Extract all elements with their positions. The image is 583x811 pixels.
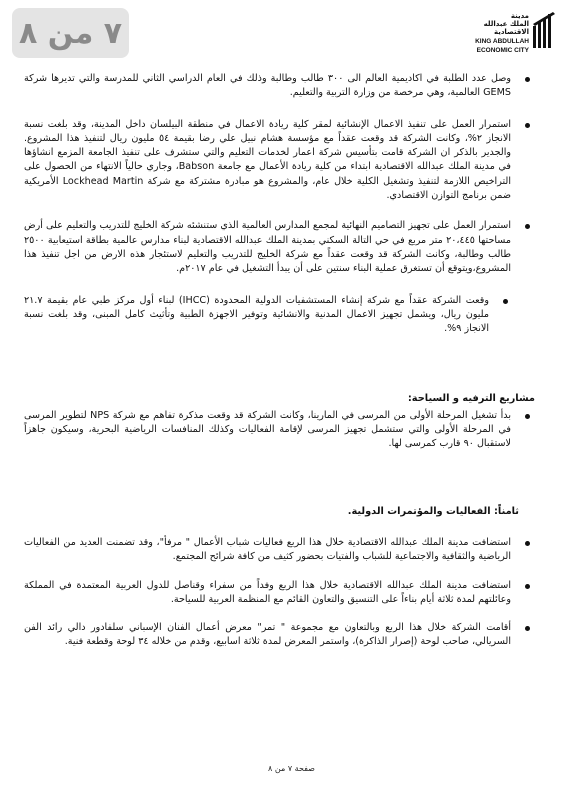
page-badge-text: ٧ من ٨ (18, 15, 123, 51)
kaec-logo-icon (533, 12, 555, 48)
page-number-badge (12, 8, 129, 58)
list-item: استضافت مدينة الملك عبدالله الاقتصادية خلال هذا الربع فعاليات شباب الأعمال " مرفأ"، وقد تضمنت العديد من الفعاليات الرياضية والثقافية والاجتماعية للشباب والفتيات بحضور كثيف من كافة شرائح المجتمع. (24, 536, 535, 565)
list-item: وصل عدد الطلبة في اكاديمية العالم الى ٣٠٠ طالب وطالبة وذلك في العام الدراسي الثاني للمدرسة والتي تديرها شركة GEMS العالمية، وهي مرخصة من وزارة التربية والتعليم. (24, 72, 535, 101)
list-item: أقامت الشركة خلال هذا الربع وبالتعاون مع مجموعة " تمر" معرض أعمال الفنان الإسباني سلفادور دالي رائد الفن السريالي، صاحب لوحة (إصرار الذاكرة)، واستمر المعرض لمدة ثلاثة اسابيع، وقدم من خلاله ٣٤ لوحة وقطعة فنية. (24, 621, 535, 650)
report-body (24, 70, 535, 650)
logo-en-line-1: KING ABDULLAH (475, 38, 529, 45)
list-item: استضافت مدينة الملك عبدالله الاقتصادية خلال هذا الربع وفداً من سفراء وقناصل للدول العربية المعتمدة في المملكة وعائلتهم لمدة ثلاثة أيام بناءاً على التنسيق والتعاون القائم مع المنظمة العربية للسياحة. (24, 579, 535, 608)
list-item: بدأ تشغيل المرحلة الأولى من المرسى في المارينا، وكانت الشركة قد وقعت مذكرة تفاهم مع شركة NPS لتطوير المرسى في المرحلة الأولى والتي ستشمل تجهيز المرسى لإقامة الفعاليات وكذلك المنافسات الرياضية البحرية، وسيكون جاهزاً لاستقبال ٩٠ قارب كمرسى لها. (24, 409, 535, 452)
section-heading-events: ثامناً: الفعاليات والمؤتمرات الدولية. (347, 505, 519, 517)
company-logo (445, 12, 555, 54)
logo-ar-line-1: مدينة (510, 12, 529, 20)
logo-ar-line-2: الملك عبدالله (483, 20, 529, 28)
page-footer: صفحة ٧ من ٨ (268, 764, 315, 773)
logo-wordmark (475, 12, 529, 54)
section-heading-tourism: مشاريع الترفيه و السياحة: (407, 393, 535, 405)
logo-ar-line-3: الاقتصادية (493, 28, 529, 36)
list-item: وقعت الشركة عقداً مع شركة إنشاء المستشفيات الدولية المحدودة (IHCC) لبناء أول مركز طبي عام بقيمة ٢١.٧ مليون ريال، ويشمل تجهيز الاعمال المدنية والانشائية وتوفير الاجهزة الطبية وتأثيث كامل المبنى، وقد بلغت نسبة الانجاز ٩%. (24, 294, 535, 337)
logo-en-line-2: ECONOMIC CITY (476, 47, 529, 54)
list-item: استمرار العمل على تجهيز التصاميم النهائية لمجمع المدارس العالمية الذي ستنشئه شركة الخليج للتدريب والتعليم على أرض مساحتها ٢٠،٤٤٥ متر مربع في حي التالة السكني بمدينة الملك عبدالله الاقتصادية لبناء مدارس عالمية بطاقة استيعابية ٢٥٠٠ طالب وطالبة، وكانت الشركة قد وقعت عقداً مع شركة الخليج للتدريب والتعليم لاستئجار هذه الارض من اجل تنفيذ هذا المشروع،ويتوقع أن تستغرق عملية البناء سنتين على أن يبدأ التشغيل في عام ٢٠١٧م. (24, 219, 535, 276)
list-item: استمرار العمل على تنفيذ الاعمال الإنشائية لمقر كلية ريادة الاعمال في منطقة البيلسان داخل المدينة، وقد بلغت نسبة الانجاز ٢%، وكانت الشركة قد وقعت عقداً مع مؤسسة هشام نبيل علي رضا بقيمة ٥٤ مليون ريال لتنفيذ هذا المشروع. والجدير بالذكر ان الشركة قامت بتأسيس شركة اعمار لخدمات التعليم والتي ستشرف على تنفيذ الجامعة المزمع انشاؤها في مدينة الملك عبدالله الاقتصادية ابتداء من كلية ريادة الأعمال مع جامعة Babson، وجاري حالياً الانتهاء من الحصول على التراخيص اللازمة لتنفيذ وتشغيل الكلية خلال عام، والمشروع هو مبادرة مشتركة مع شركة Lockhead Martin الأمريكية ضمن برنامج التوازن الاقتصادي. (24, 118, 535, 204)
